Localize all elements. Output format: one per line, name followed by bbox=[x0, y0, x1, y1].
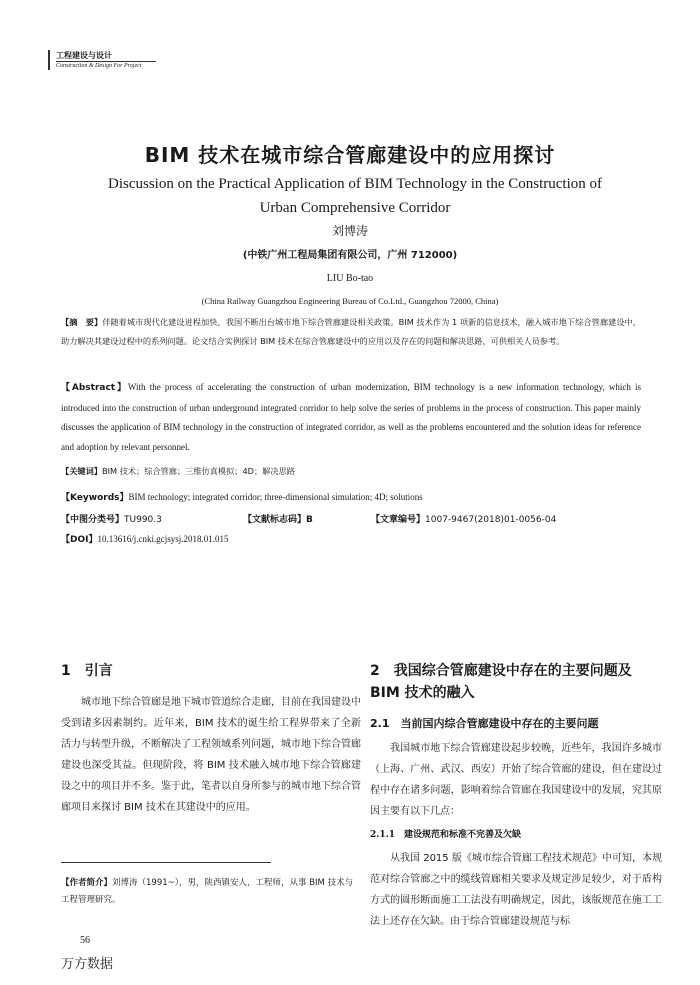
affiliation-cn: (中铁广州工程局集团有限公司，广州 712000) bbox=[242, 250, 458, 261]
section-2-1-paragraph: 我国城市地下综合管廊建设起步较晚，近些年，我国许多城市（上海、广州、武汉、西安）开始了综合管廊的建设，但在建设过程中存在诸多问题，影响着综合管廊在我国建设中的发展，究其原因主要有以下几点： bbox=[370, 743, 662, 817]
page-number: 56 bbox=[80, 935, 90, 946]
journal-name-cn: 工程建设与设计 bbox=[56, 51, 112, 60]
keywords-en-text: BIM technology; integrated corridor; three-dimensional simulation; 4D; solutions bbox=[128, 492, 423, 502]
keywords-en bbox=[61, 489, 641, 507]
abstract-en-label: 【Abstract】 bbox=[61, 383, 128, 393]
footnote-label: 【作者简介】 bbox=[61, 878, 113, 888]
keywords-cn bbox=[61, 463, 641, 480]
abstract-cn-label: 【摘 要】 bbox=[61, 317, 103, 327]
right-column bbox=[370, 660, 662, 932]
section-1-paragraph: 城市地下综合管廊是地下城市管道综合走廊，目前在我国建设中受到诸多因素制约。近年来，BIM 技术的诞生给工程界带来了全新活力与转型升级，不断解决了工程领域系列问题，城市地下综合管廊建设也深受其益。但现阶段，将 BIM 技术融入城市地下综合管廊建设之中的项目并不多。鉴于此，笔者以自身所参与的城市地下综合管廊项目来探讨 BIM 技术在其建设中的应用。 bbox=[61, 697, 361, 813]
section-2-1-heading: 2.1 当前国内综合管廊建设中存在的主要问题 bbox=[370, 717, 599, 730]
affiliation-en: (China Railway Guangzhou Engineering Bureau of Co.Ltd., Guangzhou 72000, China) bbox=[201, 296, 499, 306]
left-column bbox=[61, 660, 361, 818]
abstract-en-text: With the process of accelerating the construction of urban modernization, BIM technology is a new information technology, which is introduced into the construction of urban underground integrated corridor to help solve the series of problems in the process of construction. This paper mainly discusses the application of BIM technology in the construction of integrated corridor, as well as the problems encountered and the solution ideas for reference and adoption by relevant personnel. bbox=[61, 382, 642, 452]
journal-header bbox=[48, 50, 156, 70]
abstract-cn bbox=[61, 313, 641, 351]
source-watermark: 万方数据 bbox=[61, 957, 114, 972]
abstract-cn-text: 伴随着城市现代化建设进程加快，我国不断出台城市地下综合管廊建设相关政策。BIM 技术作为 1 项新的信息技术，融入城市地下综合管廊建设中，助力解决其建设过程中的系列问题。论文结合实例探讨 BIM 技术在综合管廊建设中的应用以及存在的问题和解决思路，可供相关人员参考。 bbox=[61, 317, 641, 346]
footnote-text: 刘博涛（1991~），男，陕西镇安人，工程师，从事 BIM 技术与工程管理研究。 bbox=[61, 878, 354, 905]
article-value: 1007-9467(2018)01-0056-04 bbox=[425, 515, 557, 525]
section-2-1-1-heading: 2.1.1 建设规范和标准不完善及欠缺 bbox=[370, 830, 522, 840]
article-number bbox=[371, 512, 556, 525]
keywords-cn-text: BIM 技术；综合管廊；三维仿真模拟；4D；解决思路 bbox=[101, 466, 295, 476]
section-2-1-1-paragraph: 从我国 2015 版《城市综合管廊工程技术规范》中可知，本规范对综合管廊之中的缆线管廊相关要求及规定涉足较少，对于盾构方式的圆形断面施工工法没有明确规定，因此，该版规范在施工工法上还存在欠缺。由于综合管廊建设规范与标 bbox=[370, 853, 662, 927]
clc-value: TU990.3 bbox=[124, 515, 162, 525]
clc-number bbox=[61, 512, 162, 525]
journal-name-en: Construction & Design For Project bbox=[56, 61, 156, 70]
paper-title-cn: BIM 技术在城市综合管廊建设中的应用探讨 bbox=[144, 143, 556, 167]
author-name-cn: 刘博涛 bbox=[331, 224, 368, 238]
section-1-heading: 1 引言 bbox=[61, 663, 113, 679]
keywords-cn-label: 【关键词】 bbox=[61, 466, 102, 476]
document-code bbox=[243, 512, 313, 525]
doi-label: 【DOI】 bbox=[61, 535, 98, 545]
clc-label: 【中图分类号】 bbox=[61, 515, 125, 525]
paper-title-en: Discussion on the Practical Application of BIM Technology in the Construction of Urban Comprehensive Corridor bbox=[107, 176, 603, 216]
keywords-en-label: 【Keywords】 bbox=[61, 493, 129, 503]
abstract-en bbox=[61, 378, 641, 457]
footnote-divider bbox=[61, 862, 271, 863]
doc-code-value: B bbox=[306, 515, 313, 525]
author-name-en: LIU Bo-tao bbox=[326, 273, 374, 284]
author-footnote bbox=[61, 875, 361, 909]
doc-code-label: 【文献标志码】 bbox=[243, 515, 307, 525]
section-2-heading: 2 我国综合管廊建设中存在的主要问题及 BIM 技术的融入 bbox=[370, 663, 632, 701]
article-label: 【文章编号】 bbox=[371, 515, 426, 525]
doi bbox=[61, 531, 641, 549]
doi-value: 10.13616/j.cnki.gcjsysj.2018.01.015 bbox=[97, 534, 229, 544]
